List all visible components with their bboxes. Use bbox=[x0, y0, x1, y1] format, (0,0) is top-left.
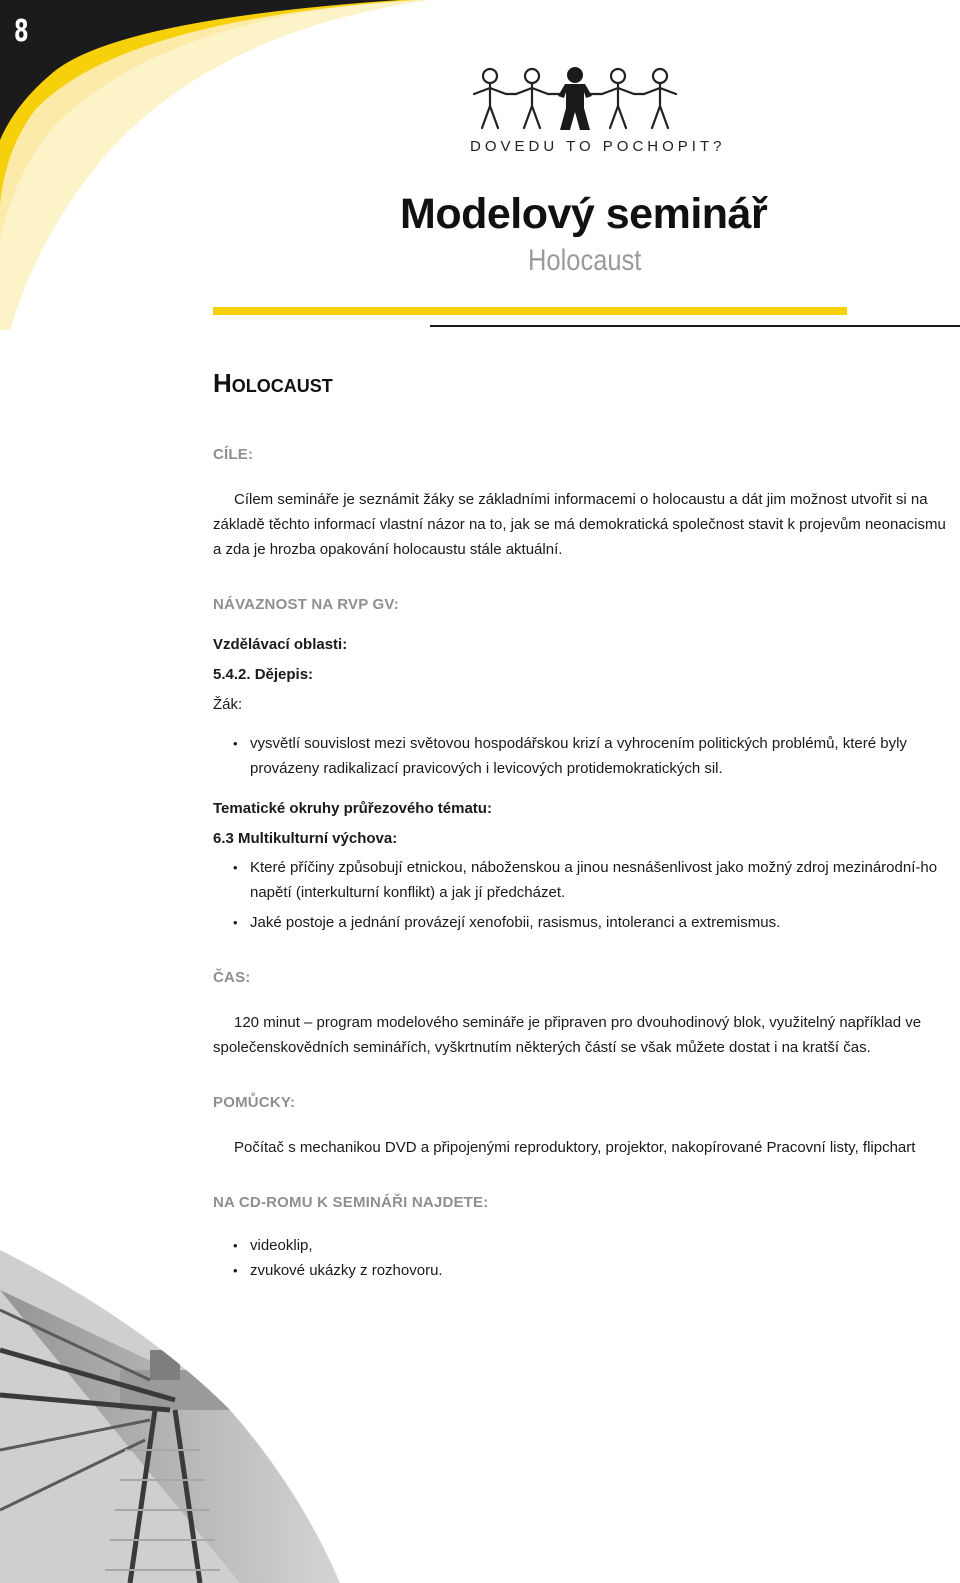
list-item: • Jaké postoje a jednání provázejí xenofobii, rasismus, intoleranci a extremismus. bbox=[213, 910, 958, 935]
goals-label: CÍLE: bbox=[213, 446, 254, 463]
history-label: 5.4.2. Dějepis: bbox=[213, 666, 314, 683]
areas-label: Vzdělávací oblasti: bbox=[213, 636, 348, 653]
railway-photo bbox=[0, 1250, 340, 1583]
list-item: • zvukové ukázky z rozhovoru. bbox=[213, 1258, 958, 1283]
multicultural-label: 6.3 Multikulturní výchova: bbox=[213, 830, 398, 847]
yellow-divider bbox=[213, 307, 847, 315]
aids-text: Počítač s mechanikou DVD a připojenými reproduktory, projektor, nakopírované Pracovní listy, flipchart bbox=[234, 1139, 916, 1156]
list-item: • vysvětlí souvislost mezi světovou hospodářskou krizí a vyhrocením politických problémů, které byly provázeny radikalizací pravicových i levicových protidemokratických sil. bbox=[213, 731, 958, 781]
aids-label: POMŮCKY: bbox=[213, 1094, 296, 1111]
seminar-content bbox=[213, 366, 958, 1283]
black-divider bbox=[430, 325, 960, 327]
logo bbox=[470, 66, 726, 155]
cd-label: NA CD-ROMU K SEMINÁŘI NAJDETE: bbox=[213, 1194, 489, 1211]
time-text: 120 minut – program modelového semináře je připraven pro dvouhodinový blok, využitelný například ve společenskovědních seminářích, vyškrtnutím některých částí se však můžete dostat i na kratší čas. bbox=[213, 1014, 922, 1056]
multicultural-list bbox=[213, 855, 958, 935]
list-item: • videoklip, bbox=[213, 1233, 958, 1258]
page-number: 8 bbox=[14, 14, 29, 49]
page-title: Modelový seminář bbox=[400, 190, 768, 238]
history-list bbox=[213, 731, 958, 781]
student-label: Žák: bbox=[213, 696, 243, 713]
corner-decoration bbox=[0, 0, 430, 330]
people-chain-icon bbox=[470, 66, 690, 134]
section-heading: Holocaust bbox=[213, 368, 333, 398]
time-label: ČAS: bbox=[213, 969, 251, 986]
page-subtitle: Holocaust bbox=[528, 244, 642, 277]
list-item: • Které příčiny způsobují etnickou, náboženskou a jinou nesnášenlivost jako možný zdroj mezinárodní-ho napětí (interkulturní konflikt) a jak jí předcházet. bbox=[213, 855, 958, 905]
themes-label: Tematické okruhy průřezového tématu: bbox=[213, 800, 492, 817]
logo-text: DOVEDU TO POCHOPIT? bbox=[470, 138, 726, 155]
goals-text: Cílem semináře je seznámit žáky se základními informacemi o holocaustu a dát jim možnost utvořit si na základě těchto informací vlastní názor na to, jak se má demokratická společnost stavit k projevům neonacismu a zda je hrozba opakování holocaustu stále aktuální. bbox=[213, 491, 946, 558]
rvp-label: NÁVAZNOST NA RVP GV: bbox=[213, 596, 399, 613]
